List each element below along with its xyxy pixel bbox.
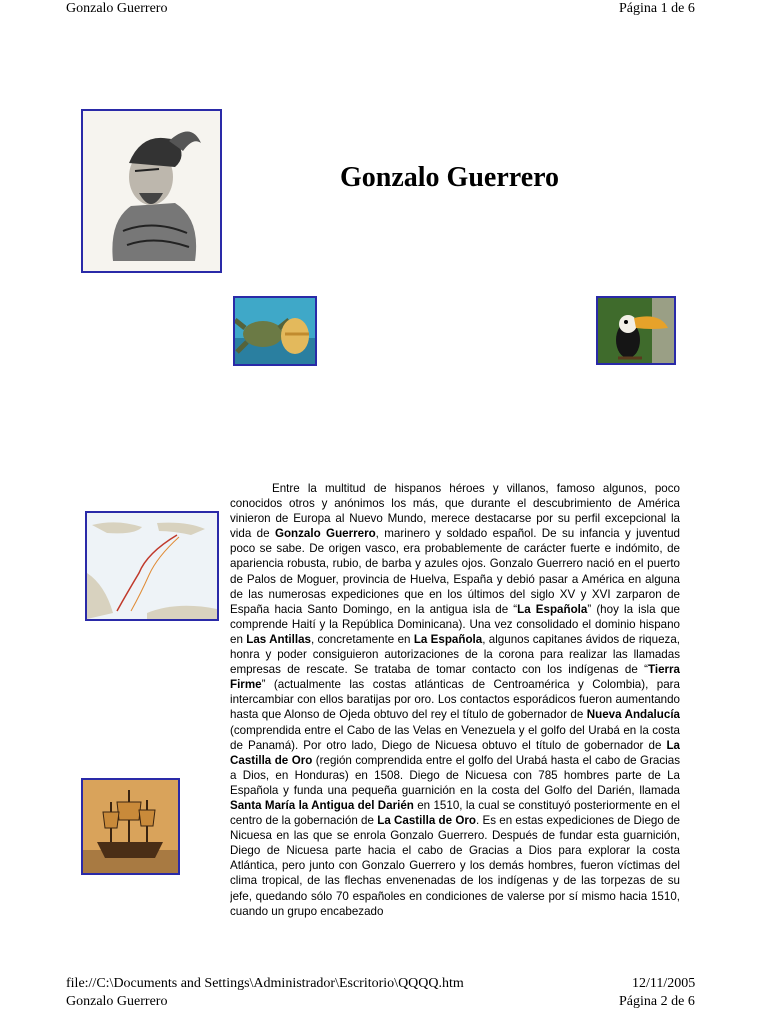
footer-page-number: Página 2 de 6	[619, 994, 695, 1009]
caribbean-map-image	[85, 511, 219, 621]
galleon-ship-image	[81, 778, 180, 875]
footer-doc-title: Gonzalo Guerrero	[66, 994, 168, 1009]
toucan-image	[596, 296, 676, 365]
body-paragraph	[230, 481, 680, 921]
conquistador-portrait-image	[81, 109, 222, 273]
bold-term: Santa María la Antigua del Darién	[230, 798, 414, 812]
page-title: Gonzalo Guerrero	[340, 162, 560, 193]
header-doc-title: Gonzalo Guerrero	[66, 1, 168, 16]
text-run: ” (hoy la isla que comprende Haití y la República Dominicana). Una vez consolidado el dominio hispano en	[230, 602, 680, 646]
header-page-number: Página 1 de 6	[619, 1, 695, 16]
footer-file-path: file://C:\Documents and Settings\Administrador\Escritorio\QQQQ.htm	[66, 976, 464, 991]
bold-term: La Española	[413, 632, 483, 646]
bold-term: La Española	[517, 602, 588, 616]
text-run: . Es en estas expediciones de Diego de Nicuesa en las que se enrola Gonzalo Guerrero. Después de fundar esta guarnición, Diego de Nicuesa parte hacia el cabo de Gracias a Dios para explorar la costa Atlántica, pero junto con Gonzalo Guerrero y los demás hombres, fueron víctimas del clima tropical, de las flechas envenenadas de los indígenas y de las torpezas de su jefe, quedando sólo 70 españoles en condiciones de valerse por sí mismo hacia 1510, cuando un grupo encabezado	[230, 814, 680, 918]
bold-term: Las Antillas	[246, 632, 311, 646]
text-run: en 1510, la cual se constituyó posteriormente en el centro de la gobernación de	[230, 798, 680, 828]
bold-term: Tierra Firme	[230, 663, 680, 692]
text-run: , marinero y soldado español. De su infancia y juventud poco se sabe. De origen vasco, era probablemente de carácter fuerte e indómito, de apariencia robusta, rubio, de barba y azules ojos. Gonzalo Guerrero nació en el puerto de Palos de Moguer, provincia de Huelva, España y debió pasar a América en alguna de las numerosas expediciones que en los últimos del siglo XV y XVI zarparon de España hacia Santo Domingo, en la antigua isla de “	[230, 527, 680, 616]
bold-term: La Castilla de Oro	[377, 814, 476, 828]
bold-term: Nueva Andalucía	[586, 708, 680, 722]
text-run: , algunos capitanes ávidos de riqueza, honra y poder consiguieron autorizaciones de la corona para realizar las llamadas empresas de rescate. Se trataba de tomar contacto con los indígenas de “	[230, 632, 680, 677]
sea-turtle-image	[233, 296, 317, 366]
text-run: (región comprendida entre el golfo del Urabá hasta el cabo de Gracias a Dios, en Honduras) en 1508. Diego de Nicuesa con 785 hombres parte de La Española y funda una pequeña guarnición en la costa del Golfo del Darién, llamada	[230, 753, 680, 797]
text-run: ” (actualmente las costas atlánticas de Centroamérica y Colombia), para intercambiar con ellos baratijas por oro. Los contactos esporádicos fueron aumentando hasta que Alonso de Ojeda obtuvo del rey el título de gobernador de	[230, 678, 680, 722]
footer-date: 12/11/2005	[632, 976, 696, 991]
bold-term: La Castilla de Oro	[230, 738, 680, 767]
text-run: , concretamente en	[311, 632, 414, 646]
text-run: (comprendida entre el Cabo de las Velas en Venezuela y el golfo del Urabá en la costa de Panamá). Por otro lado, Diego de Nicuesa obtuvo el título de gobernador de	[230, 723, 680, 752]
text-run: Entre la multitud de hispanos héroes y villanos, famoso algunos, poco conocidos otros y anónimos los más, que durante el descubrimiento de América vinieron de Europa al Nuevo Mundo, merece destacarse por su perfil excepcional la vida de	[230, 482, 680, 541]
bold-term: Gonzalo Guerrero	[274, 527, 376, 541]
